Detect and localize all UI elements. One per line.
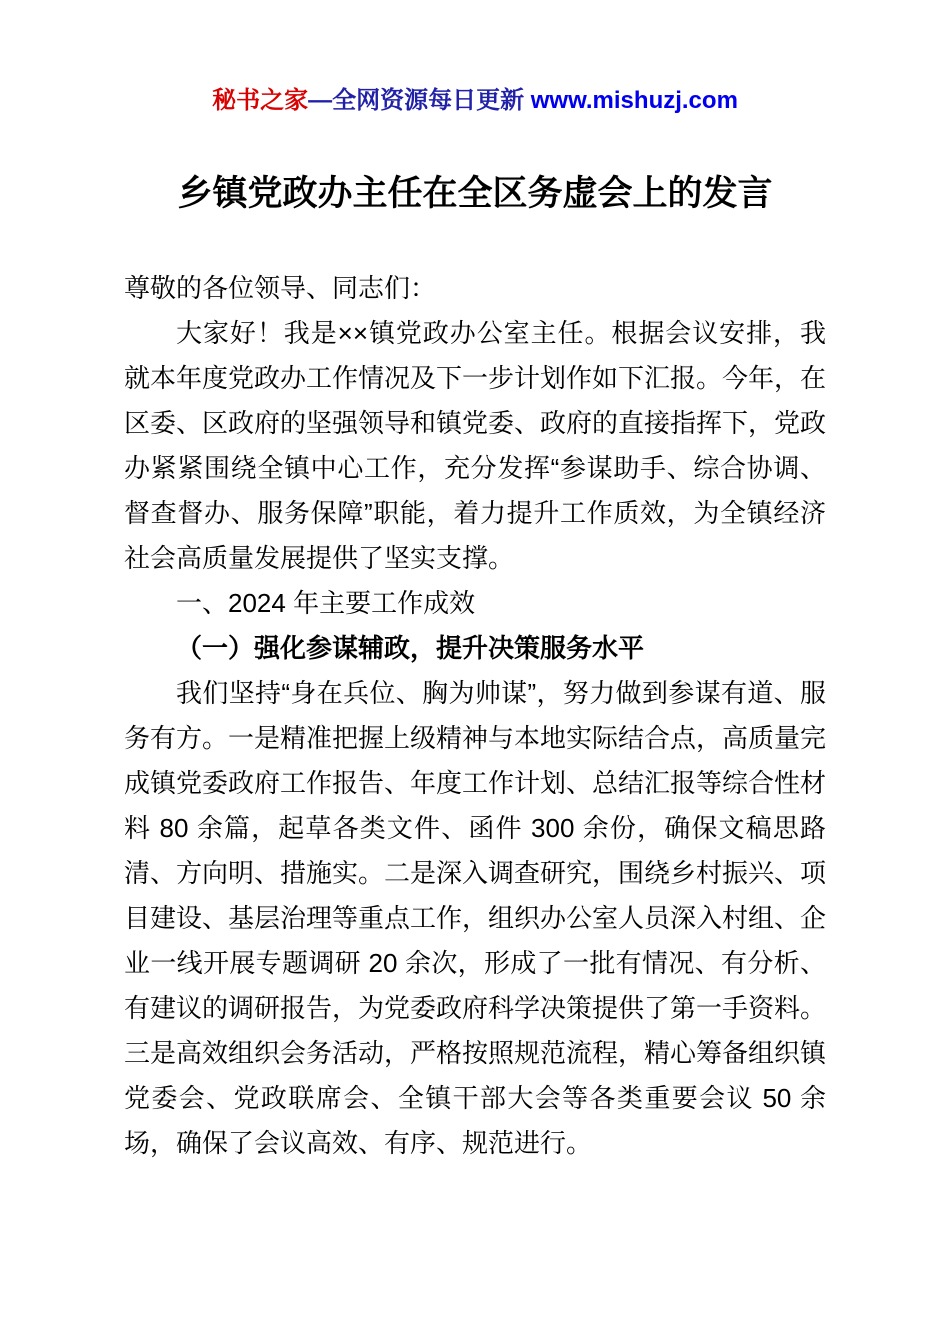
site-header [124, 86, 826, 116]
section-heading-main-achievements: 一、2024 年主要工作成效 [176, 588, 476, 618]
paragraph-achievements-detail: 我们坚持“身在兵位、胸为帅谋”，努力做到参谋有道、服务有方。一是精准把握上级精神与本地实际结合点，高质量完成镇党委政府工作报告、年度工作计划、总结汇报等综合性材料 80 余篇，起草各类文件、函件 300 余份，确保文稿思路清、方向明、措施实。二是深入调查研究，围绕乡村振兴、项目建设、基层治理等重点工作，组织办公室人员深入村组、企业一线开展专题调研 20 余次，形成了一批有情况、有分析、有建议的调研报告，为党委政府科学决策提供了第一手资料。三是高效组织会务活动，严格按照规范流程，精心筹备组织镇党委会、党政联席会、全镇干部大会等各类重要会议 50 余场，确保了会议高效、有序、规范进行。 [124, 678, 827, 1158]
site-tagline: —全网资源每日更新 [308, 87, 531, 114]
paragraph-salutation: 尊敬的各位领导、同志们： [124, 273, 437, 303]
site-url-link[interactable]: www.mishuzj.com [530, 87, 738, 114]
subsection-heading-advisory-service: （一）强化参谋辅政，提升决策服务水平 [176, 633, 645, 663]
site-name: 秘书之家 [212, 87, 309, 114]
paragraph-intro: 大家好！我是××镇党政办公室主任。根据会议安排，我就本年度党政办工作情况及下一步计划作如下汇报。今年，在区委、区政府的坚强领导和镇党委、政府的直接指挥下，党政办紧紧围绕全镇中心工作，充分发挥“参谋助手、综合协调、督查督办、服务保障”职能，着力提升工作质效，为全镇经济社会高质量发展提供了坚实支撑。 [124, 318, 827, 573]
document-title: 乡镇党政办主任在全区务虚会上的发言 [177, 174, 773, 213]
document-body [124, 266, 826, 1166]
